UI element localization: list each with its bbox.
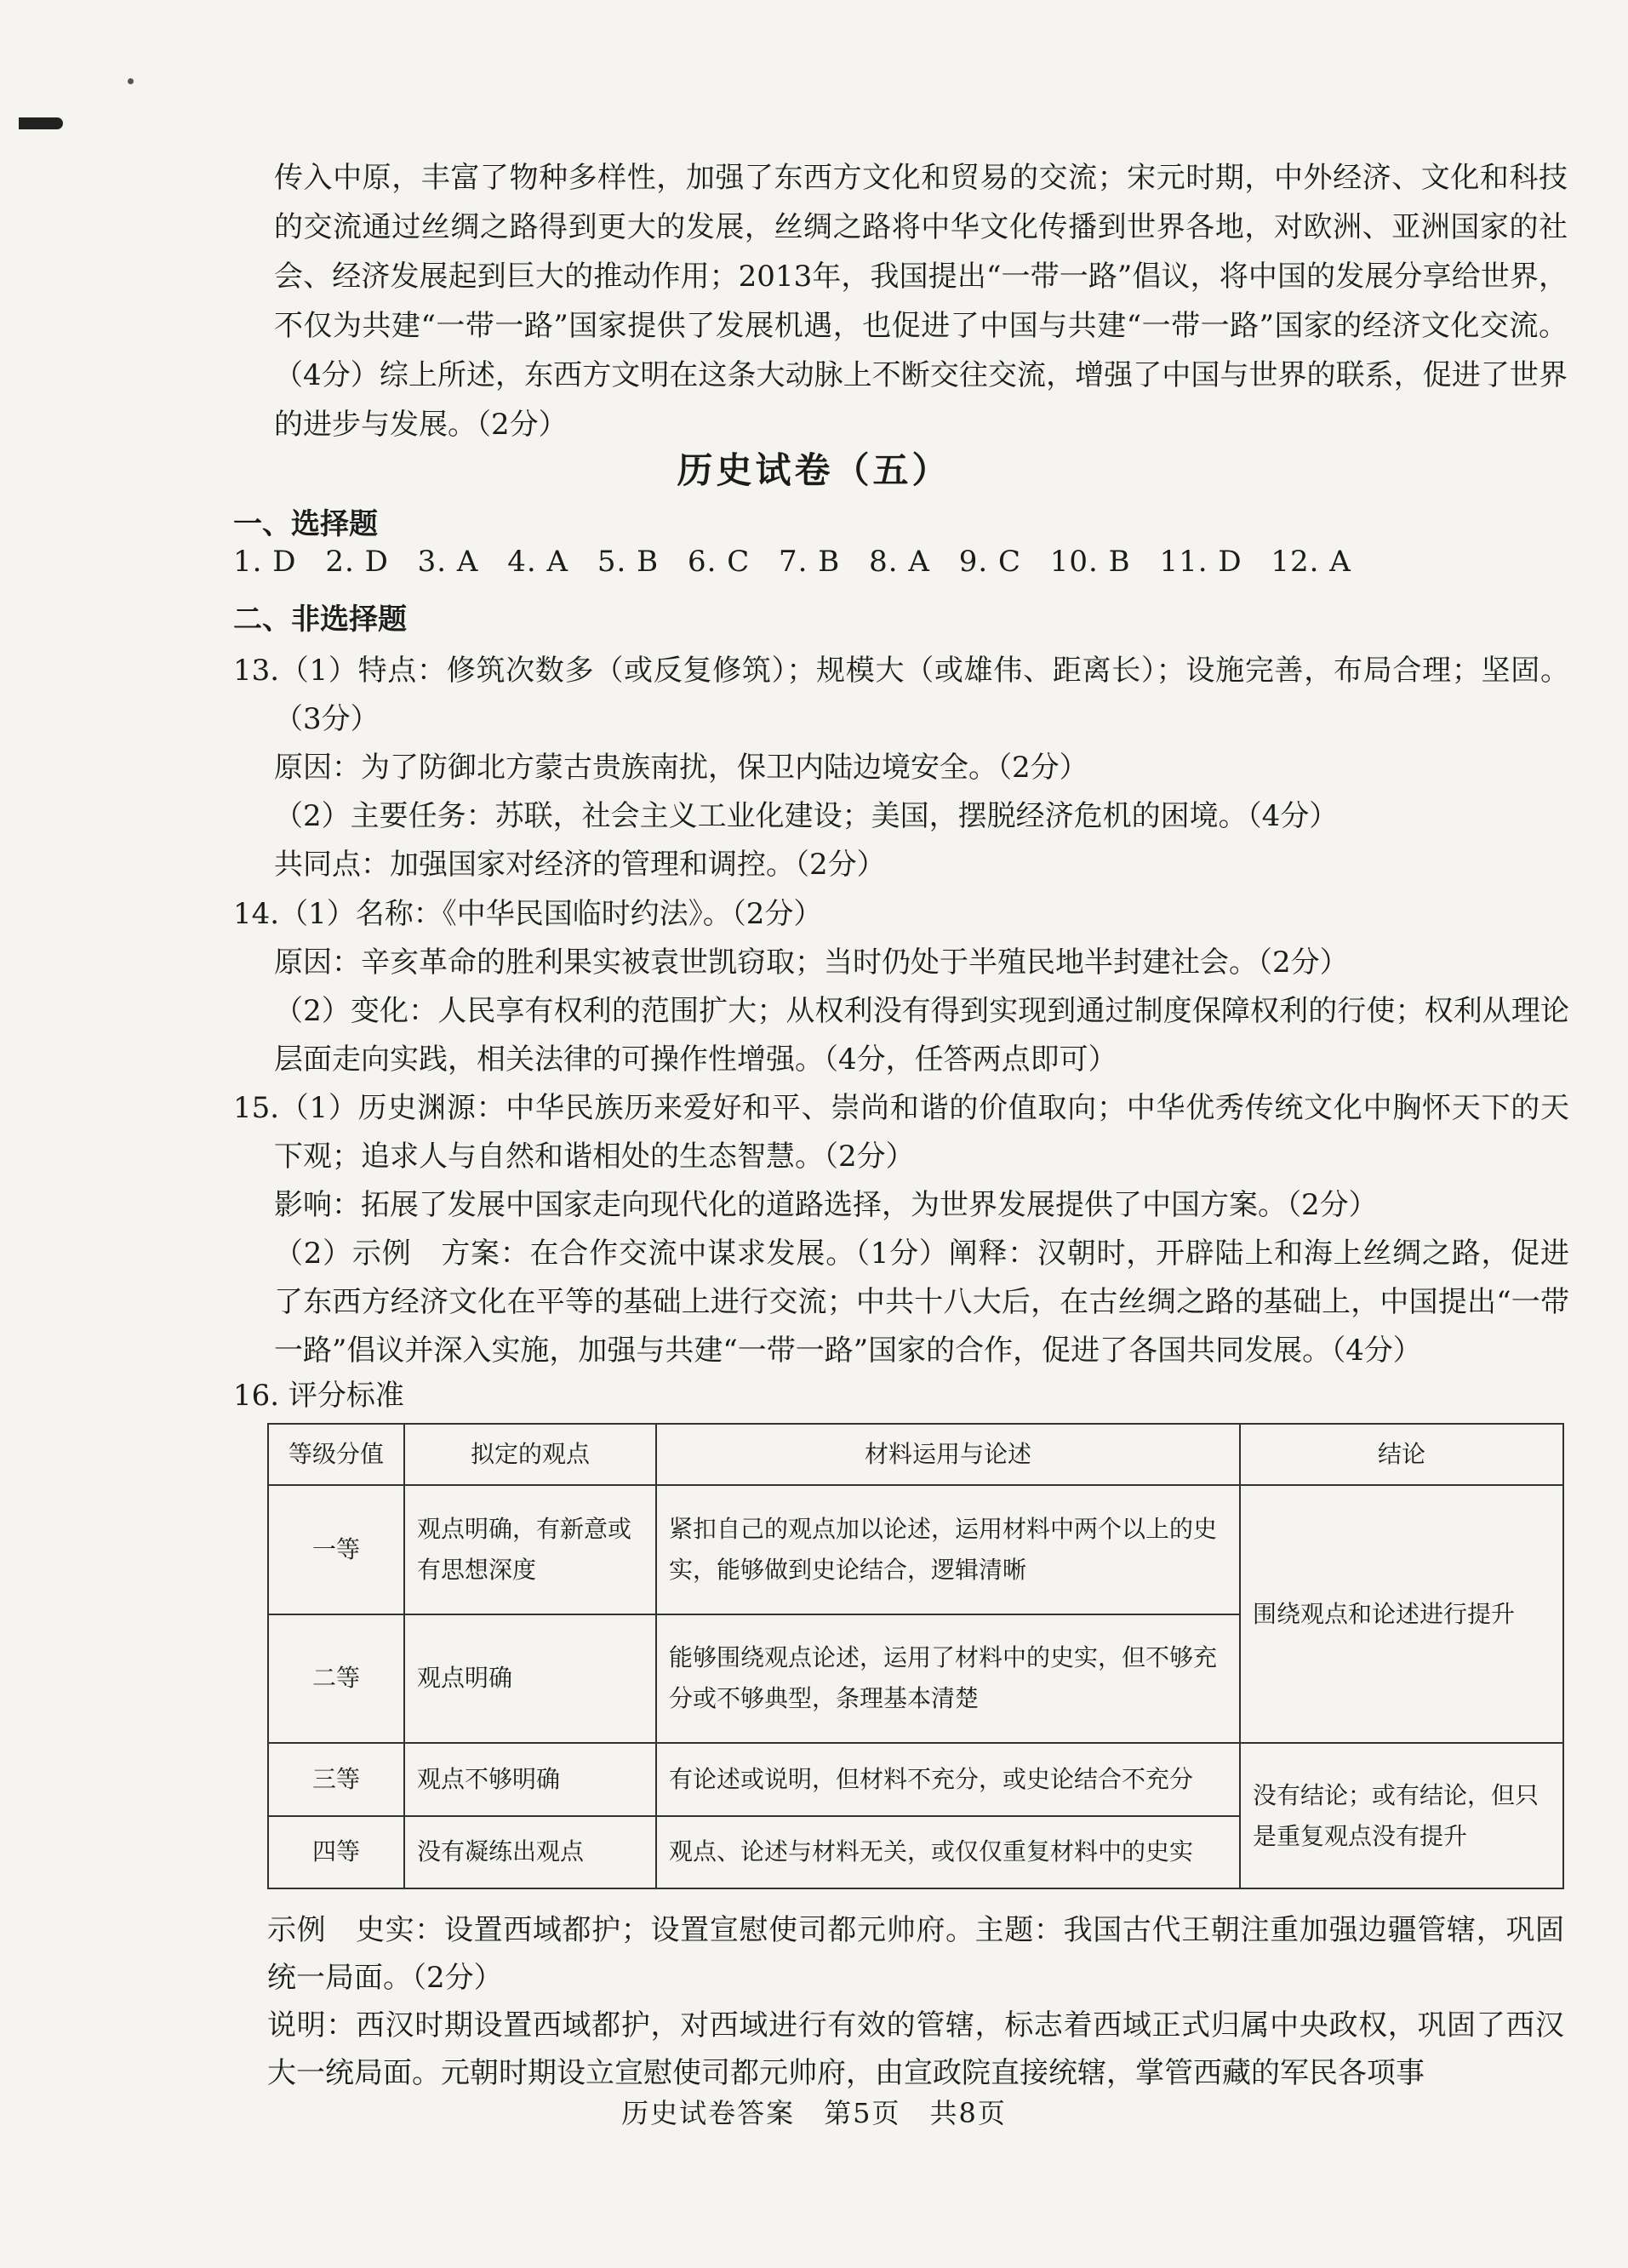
exam-title: 历史试卷（五） xyxy=(677,449,951,491)
q13-common: 共同点：加强国家对经济的管理和调控。（2分） xyxy=(274,848,886,882)
q15-impact: 影响：拓展了发展中国家走向现代化的道路选择，为世界发展提供了中国方案。（2分） xyxy=(274,1188,1378,1222)
view-cell: 观点明确，有新意或有思想深度 xyxy=(404,1485,656,1614)
grade-cell: 三等 xyxy=(268,1743,404,1815)
q14-part1: 14.（1）名称：《中华民国临时约法》。（2分） xyxy=(233,897,823,931)
answer-item: 4. A xyxy=(507,545,569,579)
section-open-heading: 二、非选择题 xyxy=(233,603,407,637)
view-cell: 观点不够明确 xyxy=(404,1743,656,1815)
choice-answers xyxy=(233,545,1370,579)
header-conclusion: 结论 xyxy=(1240,1424,1563,1485)
answer-item: 3. A xyxy=(417,545,479,579)
header-view: 拟定的观点 xyxy=(404,1424,656,1485)
continuation-paragraph xyxy=(274,153,1568,449)
answer-item: 8. A xyxy=(869,545,930,579)
grading-table xyxy=(267,1423,1564,1889)
question-13 xyxy=(233,647,1569,889)
page-footer: 历史试卷答案 第5页 共8页 xyxy=(621,2097,1007,2129)
section-choice-heading: 一、选择题 xyxy=(233,507,378,541)
grade-cell: 四等 xyxy=(268,1816,404,1888)
q13-part1: 13.（1）特点：修筑次数多（或反复修筑）；规模大（或雄伟、距离长）；设施完善，布局合理；坚固。（3分） xyxy=(233,654,1569,736)
view-cell: 观点明确 xyxy=(404,1614,656,1744)
q13-reason: 原因：为了防御北方蒙古贵族南扰，保卫内陆边境安全。（2分） xyxy=(274,751,1088,785)
q16-answer xyxy=(267,1906,1564,2097)
table-row xyxy=(268,1743,1563,1815)
material-cell: 有论述或说明，但材料不充分，或史论结合不充分 xyxy=(656,1743,1240,1815)
answer-item: 10. B xyxy=(1049,545,1131,579)
continuation-text: 传入中原，丰富了物种多样性，加强了东西方文化和贸易的交流；宋元时期，中外经济、文化和科技的交流通过丝绸之路得到更大的发展，丝绸之路将中华文化传播到世界各地，对欧洲、亚洲国家的社会、经济发展起到巨大的推动作用；2013年，我国提出“一带一路”倡议，将中国的发展分享给世界，不仅为共建“一带一路”国家提供了发展机遇，也促进了中国与共建“一带一路”国家的经济文化交流。（4分）综上所述，东西方文明在这条大动脉上不断交往交流，增强了中国与世界的联系，促进了世界的进步与发展。（2分） xyxy=(274,161,1568,442)
grade-cell: 一等 xyxy=(268,1485,404,1614)
q16-example: 示例 史实：设置西域都护；设置宣慰使司都元帅府。主题：我国古代王朝注重加强边疆管辖，巩固统一局面。（2分） xyxy=(267,1913,1564,1995)
material-cell: 能够围绕观点论述，运用了材料中的史实，但不够充分或不够典型，条理基本清楚 xyxy=(656,1614,1240,1744)
answer-item: 1. D xyxy=(233,545,297,579)
q15-part2: （2）示例 方案：在合作交流中谋求发展。（1分）阐释：汉朝时，开辟陆上和海上丝绸之路，促进了东西方经济文化在平等的基础上进行交流；中共十八大后，在古丝绸之路的基础上，中国提出“一带一路”倡议并深入实施，加强与共建“一带一路”国家的合作，促进了各国共同发展。（4分） xyxy=(274,1237,1569,1368)
q16-explain: 说明：西汉时期设置西域都护，对西域进行有效的管辖，标志着西域正式归属中央政权，巩固了西汉大一统局面。元朝时期设立宣慰使司都元帅府，由宣政院直接统辖，掌管西藏的军民各项事 xyxy=(267,2008,1564,2090)
header-grade: 等级分值 xyxy=(268,1424,404,1485)
grade-cell: 二等 xyxy=(268,1614,404,1744)
question-14 xyxy=(233,890,1569,1084)
header-material: 材料运用与论述 xyxy=(656,1424,1240,1485)
conclusion-cell: 围绕观点和论述进行提升 xyxy=(1240,1485,1563,1743)
q14-reason: 原因：辛亥革命的胜利果实被袁世凯窃取；当时仍处于半殖民地半封建社会。（2分） xyxy=(274,945,1349,980)
table-row xyxy=(268,1485,1563,1614)
table-header-row xyxy=(268,1424,1563,1485)
view-cell: 没有凝练出观点 xyxy=(404,1816,656,1888)
question-16-label: 16. 评分标准 xyxy=(233,1379,404,1413)
answer-item: 12. A xyxy=(1271,545,1351,579)
q13-part2: （2）主要任务：苏联，社会主义工业化建设；美国，摆脱经济危机的困境。（4分） xyxy=(274,799,1339,833)
material-cell: 紧扣自己的观点加以论述，运用材料中两个以上的史实，能够做到史论结合，逻辑清晰 xyxy=(656,1485,1240,1614)
answer-item: 7. B xyxy=(779,545,841,579)
question-15 xyxy=(233,1084,1569,1375)
answer-item: 9. C xyxy=(958,545,1021,579)
q14-part2: （2）变化：人民享有权利的范围扩大；从权利没有得到实现到通过制度保障权利的行使；权利从理论层面走向实践，相关法律的可操作性增强。（4分，任答两点即可） xyxy=(274,994,1569,1077)
answer-item: 6. C xyxy=(687,545,751,579)
q15-part1: 15.（1）历史渊源：中华民族历来爱好和平、崇尚和谐的价值取向；中华优秀传统文化中胸怀天下的天下观；追求人与自然和谐相处的生态智慧。（2分） xyxy=(233,1091,1569,1174)
material-cell: 观点、论述与材料无关，或仅仅重复材料中的史实 xyxy=(656,1816,1240,1888)
conclusion-cell: 没有结论；或有结论，但只是重复观点没有提升 xyxy=(1240,1743,1563,1888)
answer-item: 11. D xyxy=(1159,545,1242,579)
answer-item: 5. B xyxy=(597,545,660,579)
scan-speck xyxy=(128,78,134,84)
scan-mark xyxy=(19,117,63,129)
answer-item: 2. D xyxy=(325,545,389,579)
